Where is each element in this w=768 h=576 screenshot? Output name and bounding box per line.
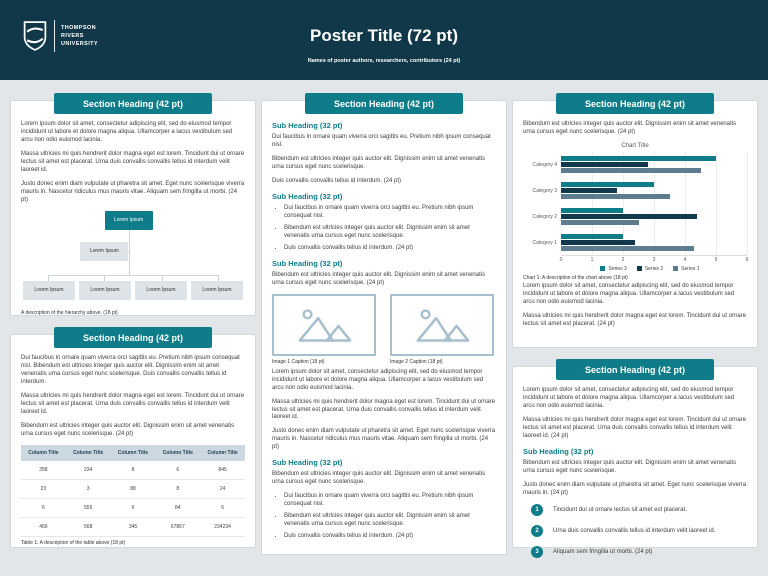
table-header-cell: Column Title	[66, 445, 111, 461]
image-caption: Image 1 Caption (18 pt)	[272, 358, 325, 365]
numbered-item-text: Aliquam sem fringilla ut morbi. (24 pt)	[553, 548, 653, 555]
section-card-1	[10, 100, 256, 316]
numbered-item-text: Urna duis convallis convallis tellus id interdum velit laoreet id.	[553, 527, 716, 534]
section-card-5	[512, 365, 758, 555]
column-2	[261, 100, 507, 555]
logo-divider	[54, 20, 55, 52]
number-badge: 2	[531, 525, 543, 537]
table-cell: 568	[66, 517, 111, 536]
section-heading: Section Heading (42 pt)	[556, 359, 714, 380]
chart-bar	[561, 246, 694, 251]
table-header-cell: Column Title	[155, 445, 200, 461]
table-header-cell: Column Title	[200, 445, 245, 461]
table-cell: 3	[66, 479, 111, 498]
table-cell: 6	[155, 461, 200, 480]
bullet-item: • Duis convallis convallis tellus id interdum. (24 pt)	[284, 245, 496, 253]
paragraph: Justo donec enim diam vulputate ut pharetra sit amet. Eget nunc scelerisque viverra mauris in. (24 pt)	[523, 481, 747, 496]
chart-bar	[561, 208, 623, 213]
chart-category-label: Category 4	[532, 161, 557, 168]
table-header-row	[21, 445, 245, 461]
table-cell: 234234	[200, 517, 245, 536]
chart-bar	[561, 214, 697, 219]
legend-label: Series 3	[608, 265, 627, 272]
hierarchy-caption: A description of the hierarchy above. (18 pt)	[21, 309, 118, 316]
chart-tick-label: 6	[745, 256, 749, 263]
chart-bar	[561, 182, 654, 187]
bullet-list	[284, 493, 496, 541]
bar-chart	[523, 143, 747, 272]
bullet-item: • Bibendum est ultricies integer quis auctor elit. Dignissim enim sit amet venenatis urna cursus eget nunc scelerisque.	[284, 513, 496, 529]
paragraph: Dui faucibus in ornare quam viverra orci sagittis eu. Pretium nibh ipsum consequat nisl. Bibendum est ultricies integer quis auctor elit. Dignissim enim sit amet venenatis urna cursus eget nunc scelerisque. Duis convallis convallis tellus id interdum.	[21, 355, 240, 385]
sub-heading: Sub Heading (32 pt)	[272, 121, 343, 130]
paragraph: Bibendum est ultricies integer quis auctor elit. Dignissim enim sit amet venenatis urna cursus eget nunc scelerisque.	[272, 471, 486, 486]
bullet-item: • Dui faucibus in ornare quam viverra orci sagittis eu. Pretium nibh ipsum consequat nisl.	[284, 493, 496, 509]
logo-wordmark	[61, 24, 98, 49]
paragraph: Lorem ipsum dolor sit amet, consectetur adipiscing elit, sed do eiusmod tempor incididunt ut labore et dolore magna aliqua. Ullamcorper a lacus vestibulum sed arcu non odio euismod lacinia.	[523, 387, 735, 409]
chart-bar	[561, 168, 701, 173]
shield-logo-icon	[22, 20, 48, 52]
table-cell: 84	[155, 498, 200, 517]
section-heading: Section Heading (42 pt)	[54, 327, 212, 348]
chart-tick-label: 4	[683, 256, 687, 263]
table-cell: 6	[200, 498, 245, 517]
paragraph: Dui faucibus in ornare quam viverra orci sagittis eu. Pretium nibh ipsum consequat nisl.	[272, 134, 491, 148]
image-frame	[272, 294, 376, 356]
chart-tick-label: 2	[621, 256, 625, 263]
table-cell: 234	[66, 461, 111, 480]
chart-category-label: Category 3	[532, 187, 557, 194]
data-table	[21, 445, 245, 537]
table-cell: 88	[111, 479, 156, 498]
poster-header	[0, 0, 768, 80]
number-badge: 1	[531, 504, 543, 516]
chart-bar	[561, 162, 648, 167]
paragraph: Duis convallis convallis tellus id interdum. (24 pt)	[272, 177, 402, 184]
paragraph: Bibendum est ultricies integer quis auctor elit. Dignissim enim sit amet venenatis urna cursus eget nunc scelerisque. (24 pt)	[523, 121, 737, 135]
numbered-item	[523, 525, 747, 537]
chart-legend	[553, 266, 747, 272]
hierarchy-diagram	[23, 211, 243, 307]
image-frame	[390, 294, 494, 356]
table-cell: 6	[21, 498, 66, 517]
paragraph: Lorem ipsum dolor sit amet, consectetur adipiscing elit, sed do eiusmod tempor incididunt ut labore et dolore magna aliqua. Ullamcorper a lacus vestibulum sed arcu non odio euismod lacinia.	[523, 282, 735, 305]
chart-bar-group	[532, 178, 747, 204]
chart-bar-group	[532, 204, 747, 230]
paragraph: Bibendum est ultricies integer quis auctor elit. Dignissim enim sit amet venenatis urna cursus eget nunc scelerisque. (24 pt)	[272, 271, 486, 286]
image-placeholder-1	[272, 294, 376, 367]
chart-bar	[561, 240, 635, 245]
logo-line-2: RIVERS	[61, 32, 84, 39]
table-cell: 6	[111, 498, 156, 517]
paragraph: Bibendum est ultricies integer quis auctor elit. Dignissim enim sit amet venenatis urna cursus eget nunc scelerisque.	[272, 155, 486, 170]
chart-tick-label: 0	[559, 256, 563, 263]
content-columns	[0, 80, 768, 555]
hierarchy-box: Lorem Ipsum	[135, 281, 187, 300]
bullet-item: • Bibendum est ultricies integer quis auctor elit. Dignissim enim sit amet venenatis urna cursus eget nunc scelerisque.	[284, 225, 496, 241]
paragraph: Massa ultricies mi quis hendrerit dolor magna eget est lorem. Tincidunt dui ut ornare lectus sit amet est placerat. Urna duis convallis convallis tellus id interdum velit laoreet id.	[21, 392, 245, 415]
numbered-list	[523, 504, 747, 558]
hierarchy-box-top: Lorem Ipsum	[105, 211, 153, 230]
sub-heading: Sub Heading (32 pt)	[272, 458, 343, 468]
chart-legend-item	[673, 266, 699, 272]
hierarchy-box: Lorem Ipsum	[79, 281, 131, 300]
image-icon	[295, 305, 353, 345]
table-row	[21, 461, 245, 480]
paragraph: Massa ultricies mi quis hendrerit dolor magna eget est lorem. Tincidunt dui ut ornare lectus sit amet est placerat. Urna duis convallis convallis tellus id interdum velit laoreet id.	[21, 150, 245, 173]
table-caption: Table 1: A description of the table above (18 pt)	[21, 539, 126, 546]
hierarchy-box: Lorem Ipsum	[191, 281, 243, 300]
legend-swatch	[637, 266, 642, 271]
chart-axis-ticks	[561, 256, 747, 265]
hierarchy-connector	[129, 230, 130, 276]
table-cell: 555	[66, 498, 111, 517]
hierarchy-box: Lorem Ipsum	[23, 281, 75, 300]
table-cell: 845	[200, 461, 245, 480]
section-heading: Section Heading (42 pt)	[556, 93, 714, 114]
logo-line-1: THOMPSON	[61, 24, 96, 31]
image-placeholders	[272, 294, 496, 367]
numbered-item-text: Tincidunt dui ut ornare lectus sit amet est placerat.	[553, 506, 687, 513]
table-cell: 24	[200, 479, 245, 498]
chart-title: Chart Title	[621, 142, 649, 149]
chart-bar-group	[532, 230, 747, 256]
legend-label: Series 1	[681, 265, 700, 272]
chart-bar	[561, 234, 623, 239]
image-icon	[413, 305, 471, 345]
bullet-item: • Duis convallis convallis tellus id interdum. (24 pt)	[284, 533, 496, 541]
table-body	[21, 461, 245, 537]
column-1	[10, 100, 256, 555]
logo-line-3: UNIVERSITY	[61, 41, 99, 48]
table-cell: 8	[155, 479, 200, 498]
chart-caption: Chart 1: A description of the chart above (18 pt)	[523, 274, 628, 281]
numbered-item	[523, 546, 747, 558]
paragraph: Lorem ipsum dolor sit amet, consectetur adipiscing elit, sed do eiusmod tempor incididunt ut labore et dolore magna aliqua. Ullamcorper a lacus vestibulum sed arcu non odio euismod lacinia.	[272, 368, 484, 391]
chart-plot	[532, 152, 747, 256]
bullet-item: • Dui faucibus in ornare quam viverra orci sagittis eu. Pretium nibh ipsum consequat nisl.	[284, 205, 496, 221]
university-logo	[22, 20, 98, 52]
section-card-3	[261, 100, 507, 555]
legend-label: Series 2	[644, 265, 664, 272]
paragraph: Lorem ipsum dolor sit amet, consectetur adipiscing elit, sed do eiusmod tempor incididunt ut labore et dolore magna aliqua. Ullamcorper a lacus vestibulum sed arcu non odio euismod lacinia.	[21, 121, 233, 143]
numbered-item	[523, 504, 747, 516]
chart-legend-item	[600, 266, 626, 272]
chart-gridline	[747, 152, 748, 255]
chart-category-label: Category 1	[532, 239, 557, 246]
section-heading: Section Heading (42 pt)	[305, 93, 463, 114]
table-cell: 456	[21, 517, 66, 536]
table-cell: 67867	[155, 517, 200, 536]
paragraph: Massa ultricies mi quis hendrerit dolor magna eget est lorem. Tincidunt dui ut ornare lectus sit amet est placerat. Urna duis convallis convallis tellus id interdum velit laoreet id.	[272, 398, 496, 421]
image-caption: Image 2 Caption (18 pt)	[390, 358, 443, 365]
hierarchy-box-middle: Lorem Ipsum	[80, 242, 128, 261]
paragraph: Massa ultricies mi quis hendrerit dolor magna eget est lorem. Tincidunt dui ut ornare lectus sit amet est placerat. (24 pt)	[523, 312, 747, 327]
legend-swatch	[600, 266, 605, 271]
sub-heading: Sub Heading (32 pt)	[523, 446, 594, 456]
paragraph: Massa ultricies mi quis hendrerit dolor magna eget est lorem. Tincidunt dui ut ornare lectus sit amet est placerat. Urna duis convallis convallis tellus id interdum velit laoreet id. (24 pt)	[523, 416, 747, 439]
table-row	[21, 498, 245, 517]
chart-bar	[561, 188, 617, 193]
table-cell: 23	[21, 479, 66, 498]
sub-heading: Sub Heading (32 pt)	[272, 258, 343, 268]
paragraph: Justo donec enim diam vulputate ut pharetra sit amet. Eget nunc scelerisque viverra mauris in. Nascetur ridiculus mus mauris vitae. Aliquam sem fringilla ut morbi. (24 pt)	[21, 180, 245, 203]
paragraph: Bibendum est ultricies integer quis auctor elit. Dignissim enim sit amet venenatis urna cursus eget nunc scelerisque.	[523, 459, 737, 474]
paragraph: Bibendum est ultricies integer quis auctor elit. Dignissim enim sit amet venenatis urna cursus eget nunc scelerisque. (24 pt)	[21, 422, 235, 437]
chart-category-label: Category 2	[532, 213, 557, 220]
table-row	[21, 517, 245, 536]
section-card-4	[512, 100, 758, 348]
legend-swatch	[673, 266, 678, 271]
chart-bar-group	[532, 152, 747, 178]
chart-bar	[561, 220, 639, 225]
number-badge: 3	[531, 546, 543, 558]
chart-tick-label: 1	[590, 256, 594, 263]
chart-legend-item	[637, 266, 663, 272]
paragraph: Justo donec enim diam vulputate ut pharetra sit amet. Eget nunc scelerisque viverra mauris in. Nascetur ridiculus mus mauris vitae. Aliquam sem fringilla ut morbi. (24 pt)	[272, 428, 496, 451]
section-card-2	[10, 334, 256, 548]
hierarchy-connector	[48, 275, 217, 276]
hierarchy-bottom-row	[23, 281, 243, 300]
chart-bar	[561, 156, 716, 161]
chart-tick-label: 5	[714, 256, 718, 263]
table-header-cell: Column Title	[21, 445, 66, 461]
bullet-list	[284, 205, 496, 253]
table-cell: 345	[111, 517, 156, 536]
chart-tick-label: 3	[652, 256, 656, 263]
poster-authors: Names of poster authors, researchers, contributors (24 pt)	[307, 58, 461, 64]
sub-heading: Sub Heading (32 pt)	[272, 191, 343, 201]
table-row	[21, 479, 245, 498]
table-header-cell: Column Title	[111, 445, 156, 461]
table-cell: 358	[21, 461, 66, 480]
poster-title: Poster Title (72 pt)	[310, 26, 458, 45]
column-3	[512, 100, 758, 555]
section-heading: Section Heading (42 pt)	[54, 93, 212, 114]
image-placeholder-2	[390, 294, 494, 367]
chart-bar	[561, 194, 670, 199]
table-cell: 8	[111, 461, 156, 480]
